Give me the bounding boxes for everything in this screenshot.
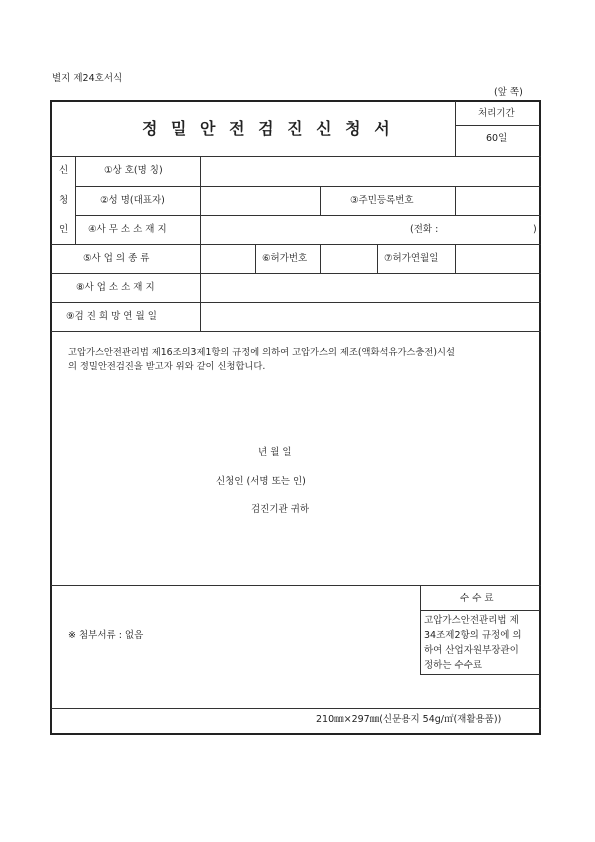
resident-no-label: ③주민등록번호 bbox=[350, 195, 414, 206]
applicant-side-label: 인 bbox=[59, 224, 69, 235]
fee-box-bottom bbox=[420, 674, 540, 675]
permit-date-label: ⑦허가연월일 bbox=[384, 253, 439, 264]
fee-description: 정하는 수수료 bbox=[424, 660, 483, 671]
row-line bbox=[51, 331, 541, 332]
processing-period-value: 60일 bbox=[486, 133, 508, 144]
permit-no-label: ⑥허가번호 bbox=[262, 253, 308, 264]
applicant-side-label: 신 bbox=[59, 165, 69, 176]
permit-date-field[interactable] bbox=[456, 245, 540, 273]
trade-name-label: ①상 호(명 칭) bbox=[104, 165, 163, 176]
fee-description: 34조제2항의 규정에 의 bbox=[424, 630, 522, 641]
name-label: ②성 명(대표자) bbox=[100, 195, 165, 206]
fee-description: 고압가스안전관리법 제 bbox=[424, 615, 519, 626]
permit-no-field[interactable] bbox=[321, 245, 377, 273]
phone-label: (전화 : bbox=[410, 224, 439, 235]
desired-date-field[interactable] bbox=[201, 303, 540, 331]
fee-description: 하여 산업자원부장관이 bbox=[424, 645, 519, 656]
fee-box-divider bbox=[420, 610, 540, 611]
fee-box-left bbox=[420, 585, 421, 675]
statement-line: 고압가스안전관리법 제16조의3제1항의 규정에 의하여 고압가스의 제조(액화석유가스충전)시설 bbox=[68, 347, 455, 358]
col-line bbox=[75, 156, 76, 244]
site-address-field[interactable] bbox=[201, 274, 540, 302]
col-line bbox=[320, 186, 321, 215]
site-address-label: ⑧사 업 소 소 재 지 bbox=[76, 282, 155, 293]
paper-spec: 210㎜×297㎜(신문용지 54g/㎡(재활용품)) bbox=[316, 714, 502, 725]
processing-period-label: 처리기간 bbox=[478, 108, 515, 119]
processing-divider bbox=[455, 125, 540, 126]
trade-name-field[interactable] bbox=[201, 157, 540, 186]
col-line bbox=[377, 244, 378, 273]
row-line bbox=[51, 708, 541, 709]
row-line bbox=[51, 585, 541, 586]
resident-no-field[interactable] bbox=[456, 187, 540, 215]
applicant-side-label: 청 bbox=[59, 195, 69, 206]
page-side-label: (앞 쪽) bbox=[494, 87, 523, 98]
business-type-field[interactable] bbox=[201, 245, 255, 273]
fee-label: 수 수 료 bbox=[460, 593, 494, 604]
form-number: 별지 제24호서식 bbox=[52, 73, 123, 84]
attachments-note: ※ 첨부서류 : 없음 bbox=[68, 630, 144, 641]
form-title: 정 밀 안 전 검 진 신 청 서 bbox=[142, 119, 394, 138]
recipient-line: 검진기관 귀하 bbox=[251, 504, 310, 515]
business-type-label: ⑤사 업 의 종 류 bbox=[83, 253, 150, 264]
applicant-signature-line: 신청인 (서명 또는 인) bbox=[216, 476, 306, 487]
title-divider bbox=[455, 101, 456, 156]
phone-close: ) bbox=[533, 224, 537, 235]
desired-date-label: ⑨검 진 희 망 연 월 일 bbox=[66, 311, 157, 322]
col-line bbox=[255, 244, 256, 273]
office-address-label: ④사 무 소 소 재 지 bbox=[88, 224, 167, 235]
statement-line: 의 정밀안전검진을 받고자 위와 같이 신청합니다. bbox=[68, 361, 266, 372]
office-address-field[interactable] bbox=[201, 216, 540, 244]
application-date: 년 월 일 bbox=[258, 447, 292, 458]
name-field[interactable] bbox=[201, 187, 320, 215]
